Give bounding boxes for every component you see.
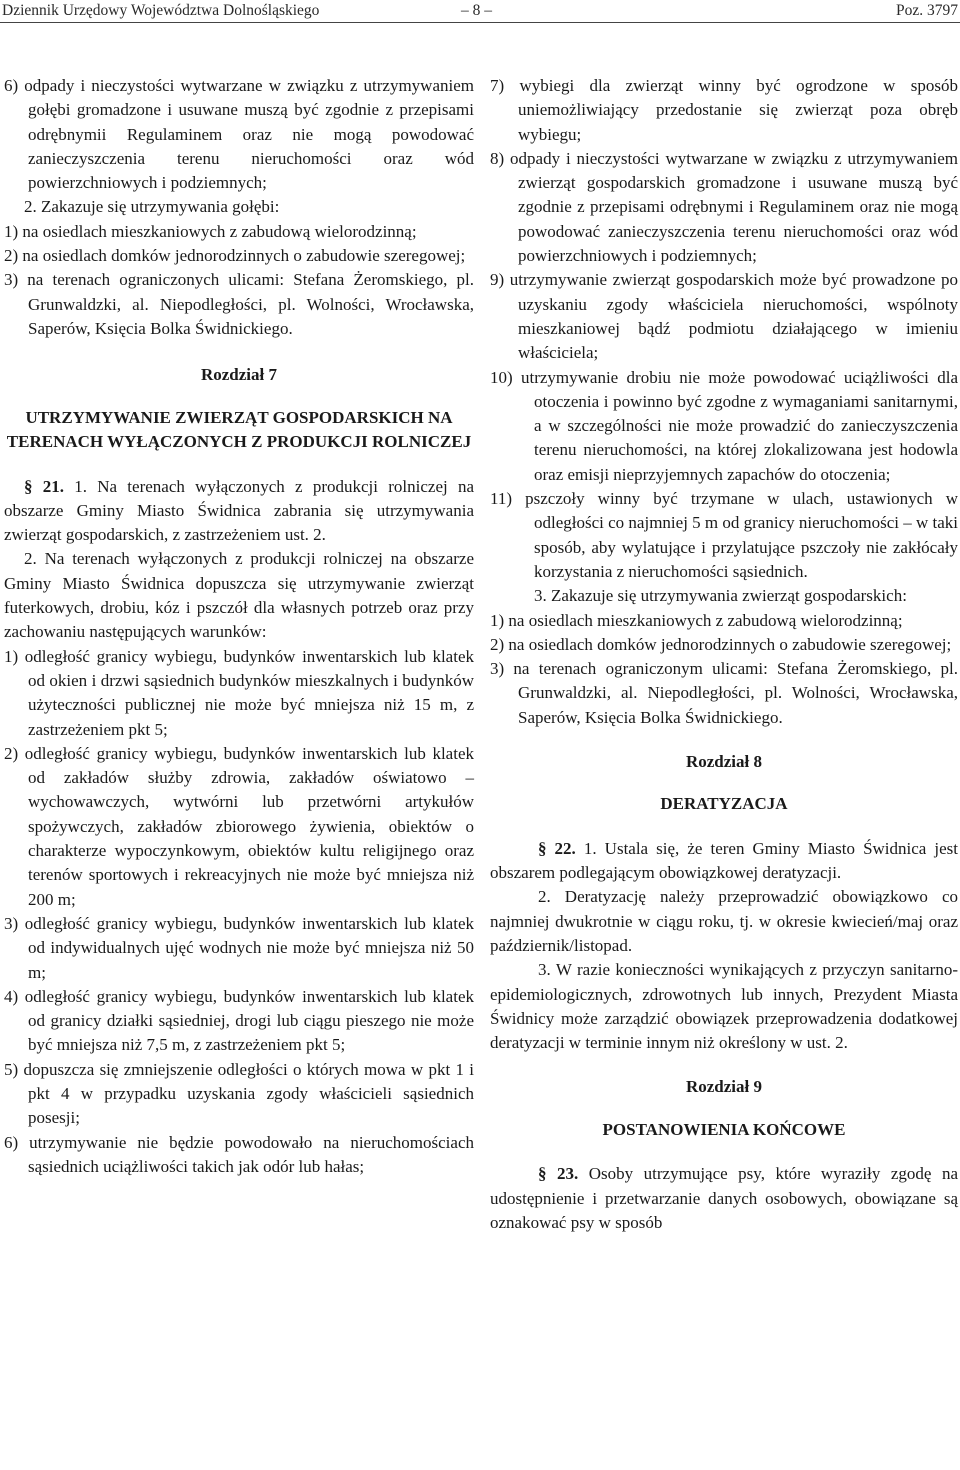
paragraph-21-section-1 (4, 475, 474, 548)
paragraph-22-number: § 22. (538, 838, 576, 858)
chapter-8-number: Rozdział 8 (685, 752, 763, 772)
paragraph-22-section-3: 3. W razie konieczności wynikających z przyczyn sanitarno-epidemiologicznych, zdrowotnych lub innych, Prezydent Miasta Świdnicy może zarządzić obowiązek przeprowadzenia dodatkowej deratyzacji w terminie innym niż określony w ust. 2. (490, 960, 958, 1053)
item-number: Poz. 3797 (896, 2, 958, 19)
paragraph-22-section-1-text: 1. Ustala się, że teren Gminy Miasto Świdnica jest obszarem podlegającym obowiązkowej deratyzacji. (490, 838, 959, 883)
chapter-7-title: UTRZYMYWANIE ZWIERZĄT GOSPODARSKICH NA TERENACH WYŁĄCZONYCH Z PRODUKCJI ROLNICZEJ (6, 407, 472, 452)
chapter-9-title: POSTANOWIENIA KOŃCOWE (602, 1119, 846, 1139)
page-number: – 8 – (461, 2, 492, 19)
condition-9: 9) utrzymywanie zwierząt gospodarskich może być prowadzone po uzyskaniu zgody właściciela nieruchomości, wspólnoty mieszkaniowej bądź podmiotu działającego w imieniu właściciela; (490, 270, 958, 363)
paragraph-21-section-2: 2. Na terenach wyłączonych z produkcji rolniczej na obszarze Gminy Miasto Świdnica dopuszcza się utrzymywanie zwierząt futerkowych, drobiu, kóz i pszczół dla własnych potrzeb oraz przy zachowaniu następujących warunków: (4, 549, 474, 642)
condition-11: 11) pszczoły winny być trzymane w ulach, ustawionych w odległości co najmniej 5 m od granicy nieruchomości – w taki sposób, aby wylatujące i przylatujące pszczoły nie zakłócały korzystania z nieruchomości sąsiednich. (490, 489, 958, 581)
condition-6-pigeons: 6) odpady i nieczystości wytwarzane w związku z utrzymywaniem gołębi gromadzone i usuwane muszą być zgodnie z przepisami odrębnymii Regulaminem oraz nie mogą powodować zanieczyszczenia terenu nieruchomości oraz wód powierzchniowych i podziemnych; (4, 76, 474, 193)
page-header (0, 0, 960, 22)
paragraph-22-section-1 (490, 837, 958, 886)
condition-8: 8) odpady i nieczystości wytwarzane w związku z utrzymywaniem zwierząt gospodarskich gromadzone i usuwane muszą być zgodnie z przepisami odrębnymi i Regulaminem oraz nie mogą powodować zanieczyszczenia terenu nieruchomości oraz wód powierzchniowych i podziemnych; (490, 148, 958, 266)
section-2-intro: 2. Zakazuje się utrzymywania gołębi: (24, 197, 280, 217)
condition-2: 2) odległość granicy wybiegu, budynków inwentarskich lub klatek od zakładów służby zdrowia, zakładów oświatowo – wychowawczych, wytwórni lub przetwórni artykułów spożywczych, zakładów zbiorowego żywienia, obiektów o charakterze wypoczynkowym, obiektów kultu religijnego oraz terenów sportowych i rekreacyjnych nie może być mniejsza niż 200 m; (4, 743, 474, 909)
paragraph-23-text: Osoby utrzymujące psy, które wyraziły zgodę na udostępnienie i przetwarzanie danych osobowych, obowiązane są oznakować psy w sposób (490, 1164, 959, 1232)
section-3-item-2: 2) na osiedlach domków jednorodzinnych o zabudowie szeregowej; (490, 634, 952, 654)
condition-3: 3) odległość granicy wybiegu, budynków inwentarskich lub klatek od indywidualnych ujęć wodnych nie może być mniejsza niż 50 m; (4, 913, 474, 982)
journal-title: Dziennik Urzędowy Województwa Dolnośląskiego (2, 2, 320, 19)
condition-4: 4) odległość granicy wybiegu, budynków inwentarskich lub klatek od granicy działki sąsiedniej, drogi lub ciągu pieszego nie może być mniejsza niż 7,5 m, z zastrzeżeniem pkt 5; (4, 986, 474, 1055)
section-2-item-3: 3) na terenach ograniczonych ulicami: Stefana Żeromskiego, pl. Grunwaldzki, al. Niepodległości, pl. Wolności, Wrocławska, Saperów, Księcia Bolka Świdnickiego. (4, 270, 474, 338)
section-3-item-1: 1) na osiedlach mieszkaniowych z zabudową wielorodzinną; (490, 610, 903, 630)
paragraph-23-number: § 23. (538, 1164, 579, 1184)
chapter-9-number: Rozdział 9 (685, 1077, 763, 1097)
section-2-item-1: 1) na osiedlach mieszkaniowych z zabudową wielorodzinną; (4, 221, 417, 241)
condition-6: 6) utrzymywanie nie będzie powodowało na nieruchomościach sąsiednich uciążliwości takich jak odór lub hałas; (4, 1132, 474, 1176)
right-column (490, 74, 958, 1235)
paragraph-23 (490, 1162, 958, 1235)
left-column (4, 74, 474, 1179)
paragraph-22-section-2: 2. Deratyzację należy przeprowadzić obowiązkowo co najmniej dwukrotnie w ciągu roku, tj. w okresie kwiecień/maj oraz październik/listopad. (490, 887, 958, 955)
chapter-7-number: Rozdział 7 (200, 365, 278, 385)
paragraph-21-number: § 21. (24, 476, 64, 496)
section-3-item-3: 3) na terenach ograniczonym ulicami: Stefana Żeromskiego, pl. Grunwaldzki, al. Niepodległości, pl. Wolności, Wrocławska, Saperów, Księcia Bolka Świdnickiego. (490, 659, 958, 727)
header-rule (0, 22, 960, 23)
section-3-intro: 3. Zakazuje się utrzymywania zwierząt gospodarskich: (534, 586, 907, 606)
paragraph-21-section-1-text: 1. Na terenach wyłączonych z produkcji rolniczej na obszarze Gminy Miasto Świdnica zabrania się utrzymywania zwierząt gospodarskich, z zastrzeżeniem ust. 2. (4, 476, 475, 545)
section-2-item-2: 2) na osiedlach domków jednorodzinnych o zabudowie szeregowej; (4, 246, 466, 266)
condition-5: 5) dopuszcza się zmniejszenie odległości o których mowa w pkt 1 i pkt 4 w przypadku uzyskania zgody właścicieli sąsiednich posesji; (4, 1059, 474, 1128)
condition-7: 7) wybiegi dla zwierząt winny być ogrodzone w sposób uniemożliwiający przedostanie się zwierząt poza obręb wybiegu; (490, 76, 958, 144)
condition-10: 10) utrzymywanie drobiu nie może powodować uciążliwości dla otoczenia i powinno być zgodne z wymaganiami sanitarnymi, a w szczególności nie może prowadzić do zanieczyszczenia terenu nieruchomości, na której zlokalizowana jest hodowla oraz emisji nieprzyjemnych zapachów do otoczenia; (490, 367, 958, 484)
chapter-8-title: DERATYZACJA (660, 794, 788, 814)
condition-1: 1) odległość granicy wybiegu, budynków inwentarskich lub klatek od okien i drzwi sąsiednich budynków mieszkalnych i budynków użyteczności publicznej nie może być mniejsza niż 15 m, z zastrzeżeniem pkt 5; (4, 646, 474, 739)
